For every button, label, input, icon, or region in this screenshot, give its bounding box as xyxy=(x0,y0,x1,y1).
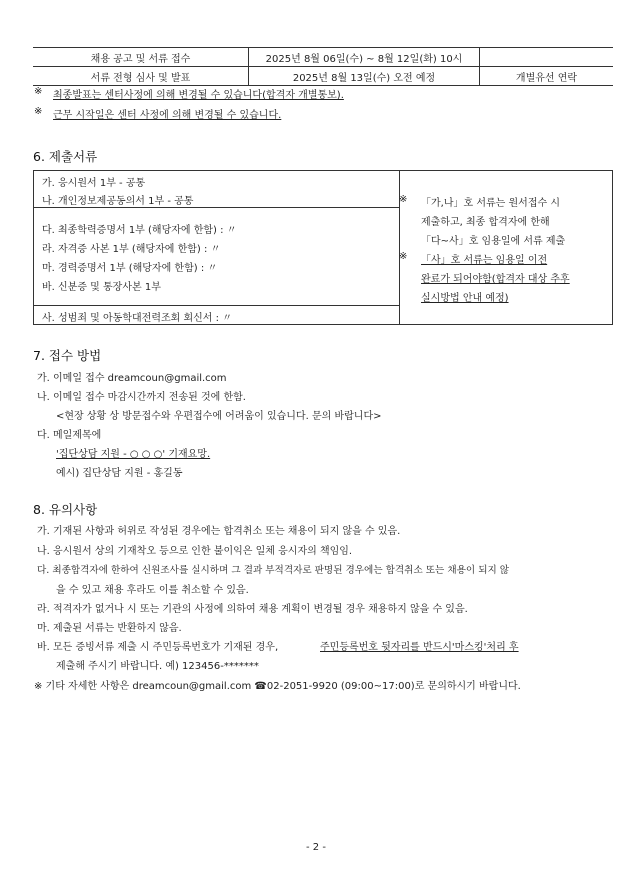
doc-item: 가. 응시원서 1부 - 공통 xyxy=(42,178,146,189)
doc-note: 완료가 되어야함(합격자 대상 추후 xyxy=(421,274,570,285)
method-line: '집단상담 지원 - ○ ○ ○' 기재요망. xyxy=(56,449,211,460)
section-8-title: 8. 유의사항 xyxy=(33,502,98,517)
section-6-title: 6. 제출서류 xyxy=(33,149,98,164)
caution-line: 마. 제출된 서류는 반환하지 않음. xyxy=(37,623,182,634)
schedule-table xyxy=(33,47,613,86)
doc-item: 사. 성범죄 및 아동학대전력조회 회신서 : 〃 xyxy=(42,313,233,324)
doc-item: 다. 최종학력증명서 1부 (해당자에 한함) : 〃 xyxy=(42,225,237,236)
table-row xyxy=(33,48,613,67)
doc-item: 마. 경력증명서 1부 (해당자에 한함) : 〃 xyxy=(42,263,218,274)
doc-item: 나. 개인정보제공동의서 1부 - 공통 xyxy=(42,196,194,207)
schedule-step: 채용 공고 및 서류 접수 xyxy=(33,48,249,67)
note-mark: ※ xyxy=(399,251,408,262)
caution-line: 나. 응시원서 상의 기재착오 등으로 인한 불이익은 일체 응시자의 책임임. xyxy=(37,546,353,557)
note-mark: ※ xyxy=(34,106,43,117)
method-line: <현장 상황 상 방문접수와 우편접수에 어려움이 있습니다. 문의 바랍니다> xyxy=(56,411,382,422)
schedule-date: 2025년 8월 06일(수) ~ 8월 12일(화) 10시 xyxy=(249,48,480,67)
doc-item: 바. 신분증 및 통장사본 1부 xyxy=(42,282,161,293)
doc-note: 「가,나」호 서류는 원서접수 시 xyxy=(421,198,560,209)
doc-note: 「다~사」호 임용일에 서류 제출 xyxy=(421,236,566,247)
contact-line: ※ 기타 자세한 사항은 dreamcoun@gmail.com ☎02-2051-9920 (09:00~17:00)로 문의하시기 바랍니다. xyxy=(34,681,521,692)
method-line: 예시) 집단상담 지원 - 홍길동 xyxy=(56,468,183,479)
caution-line: 라. 적격자가 없거나 시 또는 기관의 사정에 의하여 채용 계획이 변경될 경우 채용하지 않을 수 있음. xyxy=(37,604,468,615)
method-line: 가. 이메일 접수 dreamcoun@gmail.com xyxy=(37,373,227,384)
caution-line-underlined: 주민등록번호 뒷자리를 반드시'마스킹'처리 후 xyxy=(320,642,519,653)
caution-line: 제출해 주시기 바랍니다. 예) 123456-******* xyxy=(56,661,259,672)
note-mark: ※ xyxy=(399,194,408,205)
caution-line: 을 수 있고 채용 후라도 이를 취소할 수 있음. xyxy=(56,585,249,596)
schedule-note xyxy=(480,48,614,67)
note-line: 최종발표는 센터사정에 의해 변경될 수 있습니다(합격자 개별통보). xyxy=(53,90,344,101)
method-line: 다. 메일제목에 xyxy=(37,430,102,441)
note-line: 근무 시작일은 센터 사정에 의해 변경될 수 있습니다. xyxy=(53,110,282,121)
schedule-date: 2025년 8월 13일(수) 오전 예정 xyxy=(249,67,480,86)
caution-line: 다. 최종합격자에 한하여 신원조사를 실시하며 그 결과 부적격자로 판명된 경우에는 합격취소 또는 채용이 되지 않 xyxy=(37,565,510,576)
doc-note: 제출하고, 최종 합격자에 한해 xyxy=(421,217,550,228)
section-7-title: 7. 접수 방법 xyxy=(33,348,102,363)
doc-note: 「사」호 서류는 임용일 이전 xyxy=(421,255,548,266)
table-row xyxy=(33,67,613,86)
doc-item: 라. 자격증 사본 1부 (해당자에 한함) : 〃 xyxy=(42,244,221,255)
note-mark: ※ xyxy=(34,86,43,97)
schedule-note: 개별유선 연락 xyxy=(480,67,614,86)
caution-line: 바. 모든 증빙서류 제출 시 주민등록번호가 기재된 경우, xyxy=(37,642,279,653)
method-line: 나. 이메일 접수 마감시간까지 전송된 것에 한함. xyxy=(37,392,246,403)
schedule-step: 서류 전형 심사 및 발표 xyxy=(33,67,249,86)
caution-line: 가. 기재된 사항과 허위로 작성된 경우에는 합격취소 또는 채용이 되지 않을 수 있음. xyxy=(37,526,401,537)
doc-note: 실시방법 안내 예정) xyxy=(421,293,509,304)
page-number: - 2 - xyxy=(306,842,326,853)
documents-box xyxy=(33,170,613,325)
